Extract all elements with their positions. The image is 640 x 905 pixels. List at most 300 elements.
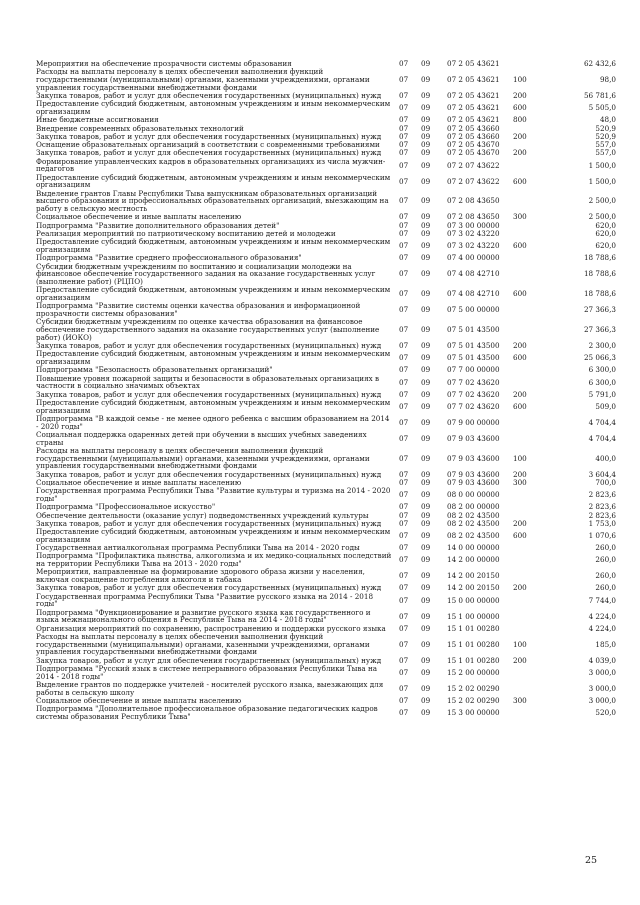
row-target-code: 07 4 08 42710 [447, 269, 500, 279]
row-subsection: 09 [421, 389, 431, 399]
row-expense-type: 200 [513, 131, 527, 141]
row-subsection: 09 [421, 401, 431, 411]
row-target-code: 07 4 08 42710 [447, 289, 500, 299]
row-expense-type [513, 158, 549, 174]
row-name: Повышение уровня пожарной защиты и безопасности в образовательных организациях в частности в социально значимых объектах [36, 373, 380, 391]
row-section: 07 [399, 502, 409, 512]
row-target-code: 07 5 01 43500 [447, 325, 500, 335]
budget-table-body [36, 60, 616, 721]
row-expense-type [513, 60, 549, 68]
row-expense-type [513, 568, 549, 584]
row-amount: 3 000,0 [588, 683, 616, 693]
table-row [36, 528, 616, 544]
row-expense-type [513, 552, 549, 568]
row-target-code: 15 2 02 00290 [447, 696, 500, 706]
row-target-code: 08 2 02 43500 [447, 510, 500, 520]
page-number: 25 [585, 855, 598, 866]
budget-document [36, 60, 616, 721]
row-amount: 520,0 [595, 708, 616, 718]
row-subsection: 09 [421, 365, 431, 375]
row-subsection: 09 [421, 453, 431, 463]
row-subsection: 09 [421, 417, 431, 427]
row-target-code: 07 7 02 43620 [447, 377, 500, 387]
row-subsection: 09 [421, 241, 431, 251]
row-name: Оснащение образовательных организаций в соответствии с современными требованиями [36, 140, 380, 150]
table-row [36, 705, 616, 721]
row-name: Расходы на выплаты персоналу в целях обеспечения выполнения функций государственными (муниципальными) органами, казенными учреждениями, органами управления государственными внебюджетными фондами [36, 632, 370, 657]
row-target-code: 07 3 02 43220 [447, 229, 500, 239]
row-expense-type [513, 665, 549, 681]
row-expense-type [513, 263, 549, 287]
row-target-code: 07 5 01 43500 [447, 341, 500, 351]
table-row [36, 431, 616, 447]
row-amount: 98,0 [599, 75, 616, 84]
row-target-code: 14 0 00 00000 [447, 543, 500, 553]
row-amount: 2 823,6 [588, 510, 616, 520]
row-name: Закупка товаров, работ и услуг для обеспечения государственных (муниципальных) нужд [36, 131, 382, 141]
row-expense-type [513, 593, 549, 609]
row-section: 07 [399, 683, 409, 693]
row-name: Организация мероприятий по сохранению, распространению и поддержки русского языка [36, 623, 386, 633]
row-target-code: 08 2 02 43500 [447, 518, 500, 528]
row-subsection: 09 [421, 667, 431, 677]
row-section: 07 [399, 103, 409, 113]
row-section: 07 [399, 510, 409, 520]
row-subsection: 09 [421, 253, 431, 263]
row-amount: 56 781,6 [583, 91, 616, 100]
row-name: Государственная программа Республики Тыва "Развитие культуры и туризма на 2014 - 2020 годы" [36, 486, 391, 503]
row-section: 07 [399, 571, 409, 581]
row-amount: 4 704,4 [588, 417, 616, 427]
row-amount: 62 432,6 [583, 59, 616, 68]
row-amount: 700,0 [595, 477, 616, 487]
row-subsection: 09 [421, 91, 431, 100]
row-expense-type [513, 366, 549, 374]
table-row [36, 238, 616, 254]
row-name: Государственная программа Республики Тыва "Развитие русского языка на 2014 - 2018 годы" [36, 591, 374, 609]
table-row [36, 447, 616, 471]
row-subsection: 09 [421, 639, 431, 649]
row-name: Подпрограмма "Профессиональное искусство" [36, 502, 216, 512]
row-section: 07 [399, 611, 409, 621]
row-target-code: 15 2 02 00290 [447, 683, 500, 693]
row-name: Расходы на выплаты персоналу в целях обеспечения выполнения функций государственными (муниципальными) органами, казенными учреждениями, органами управления государственными внебюджетными фондами [36, 67, 370, 92]
row-target-code: 07 2 05 43621 [447, 115, 500, 125]
row-name: Подпрограмма "Профилактика пьянства, алкоголизма и их медико-социальных последствий на территории Республики Тыва на 2013 - 2020 годы" [36, 551, 392, 569]
row-amount: 509,0 [595, 401, 616, 411]
row-subsection: 09 [421, 59, 431, 68]
row-target-code: 07 2 05 43660 [447, 123, 500, 133]
row-amount: 2 500,0 [588, 212, 616, 222]
row-expense-type [513, 302, 549, 318]
row-subsection: 09 [421, 196, 431, 206]
row-subsection: 09 [421, 583, 431, 593]
table-row [36, 552, 616, 568]
row-name: Расходы на выплаты персоналу в целях обеспечения выполнения функций государственными (муниципальными) органами, казенными учреждениями, органами управления государственными внебюджетными фондами [36, 445, 370, 471]
row-amount: 620,0 [595, 229, 616, 239]
row-name: Подпрограмма "Развитие среднего профессионального образования" [36, 253, 302, 263]
table-row [36, 399, 616, 415]
row-name: Иные бюджетные ассигнования [36, 115, 159, 125]
budget-table [36, 60, 616, 721]
row-subsection: 09 [421, 477, 431, 487]
row-target-code: 07 5 00 00000 [447, 305, 500, 315]
row-target-code: 07 2 05 43621 [447, 75, 500, 84]
row-expense-type [513, 222, 549, 230]
row-section: 07 [399, 220, 409, 230]
row-section: 07 [399, 490, 409, 500]
row-expense-type [513, 609, 549, 625]
row-amount: 6 300,0 [588, 365, 616, 375]
row-section: 07 [399, 595, 409, 605]
row-expense-type [513, 415, 549, 431]
row-amount: 260,0 [595, 555, 616, 565]
row-subsection: 09 [421, 229, 431, 239]
row-section: 07 [399, 453, 409, 463]
row-target-code: 14 2 00 00000 [447, 555, 500, 565]
row-subsection: 09 [421, 220, 431, 230]
row-subsection: 09 [421, 571, 431, 581]
row-name: Социальное обеспечение и иные выплаты населению [36, 212, 242, 222]
row-amount: 520,9 [595, 131, 616, 141]
row-section: 07 [399, 341, 409, 351]
row-expense-type: 300 [513, 696, 527, 706]
row-target-code: 07 9 03 43600 [447, 433, 500, 443]
row-amount: 18 788,6 [583, 253, 616, 263]
row-expense-type: 100 [513, 639, 527, 649]
row-name: Субсидии бюджетным учреждениям по оценке качества образования на финансовое обеспечение государственного задания на оказание государственных услуг (выполнение работ) (ИОКО) [36, 317, 380, 342]
row-expense-type [513, 375, 549, 391]
row-expense-type: 200 [513, 148, 527, 158]
row-expense-type: 200 [513, 389, 527, 399]
row-target-code: 07 4 00 00000 [447, 253, 500, 263]
row-name: Предоставление субсидий бюджетным, автономным учреждениям и иным некоммерческим организациям [36, 285, 391, 303]
row-amount: 27 366,3 [583, 325, 616, 335]
row-amount: 185,0 [595, 639, 616, 649]
row-subsection: 09 [421, 269, 431, 279]
row-amount: 7 744,0 [588, 595, 616, 605]
row-name: Подпрограмма "В каждой семье - не менее одного ребенка с высшим образованием на 2014 - 2020 годы" [36, 413, 390, 431]
row-name: Подпрограмма "Функционирование и развитие русского языка как государственного и языка межнационального общения в Республике Тыва на 2014 - 2018 годы" [36, 607, 371, 625]
row-target-code: 07 2 05 43621 [447, 103, 500, 113]
row-expense-type: 200 [513, 341, 527, 351]
row-subsection: 09 [421, 123, 431, 133]
row-subsection: 09 [421, 148, 431, 158]
row-amount: 557,0 [595, 140, 616, 150]
row-subsection: 09 [421, 502, 431, 512]
row-target-code: 07 3 02 43220 [447, 241, 500, 251]
row-expense-type [513, 681, 549, 697]
row-section: 07 [399, 417, 409, 427]
row-target-code: 08 2 02 43500 [447, 531, 500, 540]
row-amount: 2 823,6 [588, 502, 616, 512]
table-row [36, 302, 616, 318]
row-target-code: 15 0 00 00000 [447, 595, 500, 605]
row-name: Закупка товаров, работ и услуг для обеспечения государственных (муниципальных) нужд [36, 583, 382, 593]
row-name: Выделение грантов Главы Республики Тыва выпускникам образовательных организаций высшего образования и профессиональных образовательных организаций, выезжающим на работу в сельскую местность [36, 188, 389, 214]
row-name: Субсидии бюджетным учреждениям по воспитанию и социализации молодежи на финансовое обеспечение государственного задания на оказание государственных услуг (выполнение работ) (РЦПО) [36, 261, 376, 287]
table-row [36, 68, 616, 92]
row-subsection: 09 [421, 510, 431, 520]
row-target-code: 15 3 00 00000 [447, 708, 500, 718]
table-row [36, 665, 616, 681]
row-target-code: 07 2 05 43660 [447, 131, 500, 141]
row-name: Закупка товаров, работ и услуг для обеспечения государственных (муниципальных) нужд [36, 389, 382, 399]
table-row [36, 286, 616, 302]
row-target-code: 08 0 00 00000 [447, 490, 500, 500]
row-target-code: 07 7 02 43620 [447, 401, 500, 411]
row-subsection: 09 [421, 655, 431, 665]
row-expense-type [513, 625, 549, 633]
row-target-code: 14 2 00 20150 [447, 583, 500, 593]
row-section: 07 [399, 667, 409, 677]
row-amount: 25 066,3 [583, 353, 616, 363]
row-amount: 557,0 [595, 148, 616, 158]
row-amount: 260,0 [595, 583, 616, 593]
row-expense-type [513, 544, 549, 552]
row-subsection: 09 [421, 131, 431, 141]
row-name: Предоставление субсидий бюджетным, автономным учреждениям и иным некоммерческим организациям [36, 172, 391, 190]
row-section: 07 [399, 325, 409, 335]
table-row [36, 487, 616, 503]
row-amount: 5 505,0 [588, 103, 616, 113]
row-section: 07 [399, 655, 409, 665]
row-subsection: 09 [421, 531, 431, 540]
row-expense-type: 100 [513, 453, 527, 463]
table-row [36, 190, 616, 214]
row-subsection: 09 [421, 433, 431, 443]
row-name: Закупка товаров, работ и услуг для обеспечения государственных (муниципальных) нужд [36, 518, 382, 528]
row-name: Мероприятия, направленные на формирование здорового образа жизни у населения, включая сокращение потребления алкоголя и табака [36, 567, 365, 585]
row-section: 07 [399, 555, 409, 565]
row-name: Закупка товаров, работ и услуг для обеспечения государственных (муниципальных) нужд [36, 469, 382, 479]
row-expense-type: 200 [513, 518, 527, 528]
row-subsection: 09 [421, 377, 431, 387]
row-name: Подпрограмма "Безопасность образовательных организаций" [36, 365, 273, 375]
row-name: Внедрение современных образовательных технологий [36, 123, 244, 133]
row-target-code: 08 2 00 00000 [447, 502, 500, 512]
row-amount: 4 704,4 [588, 433, 616, 443]
row-target-code: 07 2 08 43650 [447, 196, 500, 206]
row-expense-type: 600 [513, 353, 527, 363]
row-name: Социальная поддержка одаренных детей при обучении в высших учебных заведениях страны [36, 429, 367, 447]
row-name: Подпрограмма "Русский язык в системе непрерывного образования Республики Тыва на 2014 - 2018 годы" [36, 664, 378, 681]
row-subsection: 09 [421, 595, 431, 605]
row-expense-type: 600 [513, 176, 527, 186]
table-row [36, 375, 616, 391]
table-row [36, 100, 616, 116]
row-subsection: 09 [421, 75, 431, 84]
row-target-code: 07 9 00 00000 [447, 417, 500, 427]
row-subsection: 09 [421, 555, 431, 565]
row-subsection: 09 [421, 353, 431, 363]
row-amount: 2 500,0 [588, 196, 616, 206]
row-target-code: 07 2 05 43670 [447, 140, 500, 150]
row-section: 07 [399, 140, 409, 150]
row-section: 07 [399, 212, 409, 222]
row-target-code: 07 2 05 43621 [447, 59, 500, 68]
row-subsection: 09 [421, 469, 431, 479]
row-section: 07 [399, 353, 409, 363]
row-target-code: 15 1 01 00280 [447, 623, 500, 633]
row-subsection: 09 [421, 543, 431, 553]
row-expense-type [513, 190, 549, 214]
row-expense-type [513, 431, 549, 447]
row-expense-type: 600 [513, 103, 527, 113]
row-name: Формирование управленческих кадров в образовательных организациях из числа мужчин-педагогов [36, 156, 386, 174]
row-name: Предоставление субсидий бюджетным, автономным учреждениям и иным некоммерческим организациям [36, 349, 391, 367]
row-expense-type: 200 [513, 469, 527, 479]
row-name: Подпрограмма "Развитие дополнительного образования детей" [36, 220, 280, 230]
row-subsection: 09 [421, 623, 431, 633]
row-target-code: 15 1 01 00280 [447, 655, 500, 665]
row-subsection: 09 [421, 289, 431, 299]
row-subsection: 09 [421, 490, 431, 500]
row-section: 07 [399, 75, 409, 84]
row-subsection: 09 [421, 683, 431, 693]
row-name: Мероприятия на обеспечение прозрачности системы образования [36, 59, 292, 68]
row-amount: 18 788,6 [583, 289, 616, 299]
row-amount: 18 788,6 [583, 269, 616, 279]
row-name: Подпрограмма "Дополнительное профессиональное образование педагогических кадров системы образования Республики Тыва" [36, 704, 378, 722]
row-section: 07 [399, 469, 409, 479]
row-target-code: 07 3 00 00000 [447, 220, 500, 230]
table-row [36, 263, 616, 287]
row-amount: 520,9 [595, 123, 616, 133]
row-section: 07 [399, 253, 409, 263]
row-subsection: 09 [421, 325, 431, 335]
row-target-code: 07 9 03 43600 [447, 477, 500, 487]
row-target-code: 07 5 01 43500 [447, 353, 500, 363]
row-name: Предоставление субсидий бюджетным, автономным учреждениям и иным некоммерческим организациям [36, 99, 391, 116]
row-expense-type: 200 [513, 583, 527, 593]
row-amount: 3 604,4 [588, 469, 616, 479]
row-expense-type [513, 705, 549, 721]
row-section: 07 [399, 305, 409, 315]
row-amount: 620,0 [595, 220, 616, 230]
row-amount: 260,0 [595, 543, 616, 553]
row-target-code: 15 1 00 00000 [447, 611, 500, 621]
row-section: 07 [399, 59, 409, 68]
row-subsection: 09 [421, 305, 431, 315]
row-section: 07 [399, 196, 409, 206]
row-target-code: 07 2 05 43621 [447, 91, 500, 100]
row-name: Предоставление субсидий бюджетным, автономным учреждениям и иным некоммерческим организациям [36, 237, 391, 255]
row-section: 07 [399, 131, 409, 141]
row-section: 07 [399, 241, 409, 251]
row-expense-type: 600 [513, 401, 527, 411]
row-section: 07 [399, 401, 409, 411]
row-section: 07 [399, 269, 409, 279]
row-amount: 2 823,6 [588, 490, 616, 500]
row-expense-type [513, 487, 549, 503]
row-amount: 27 366,3 [583, 305, 616, 315]
row-amount: 4 224,0 [588, 611, 616, 621]
table-row [36, 350, 616, 366]
row-subsection: 09 [421, 140, 431, 150]
row-section: 07 [399, 708, 409, 718]
row-name: Предоставление субсидий бюджетным, автономным учреждениям и иным некоммерческим организациям [36, 397, 391, 415]
table-row [36, 158, 616, 174]
row-expense-type [513, 503, 549, 511]
row-expense-type: 600 [513, 241, 527, 251]
row-name: Подпрограмма "Развитие системы оценки качества образования и информационной прозрачности системы образования" [36, 301, 361, 319]
row-amount: 1 753,0 [588, 518, 616, 528]
row-amount: 3 000,0 [588, 696, 616, 706]
row-section: 07 [399, 531, 409, 540]
row-amount: 620,0 [595, 241, 616, 251]
row-amount: 4 039,0 [588, 655, 616, 665]
row-amount: 5 791,0 [588, 389, 616, 399]
row-name: Закупка товаров, работ и услуг для обеспечения государственных (муниципальных) нужд [36, 91, 382, 100]
row-target-code: 07 2 07 43622 [447, 176, 500, 186]
row-amount: 1 500,0 [588, 160, 616, 170]
table-row [36, 415, 616, 431]
row-target-code: 07 2 05 43670 [447, 148, 500, 158]
table-row [36, 174, 616, 190]
row-section: 07 [399, 696, 409, 706]
row-expense-type: 200 [513, 655, 527, 665]
row-name: Обеспечение деятельности (оказание услуг) подведомственных учреждений культуры [36, 510, 369, 520]
row-section: 07 [399, 477, 409, 487]
row-amount: 1 070,6 [588, 531, 616, 540]
row-section: 07 [399, 583, 409, 593]
row-target-code: 15 2 00 00000 [447, 667, 500, 677]
row-target-code: 07 9 03 43600 [447, 469, 500, 479]
table-row [36, 609, 616, 625]
row-amount: 6 300,0 [588, 377, 616, 387]
table-row [36, 318, 616, 342]
row-amount: 48,0 [599, 115, 616, 125]
row-section: 07 [399, 148, 409, 158]
row-name: Закупка товаров, работ и услуг для обеспечения государственных (муниципальных) нужд [36, 655, 382, 665]
row-subsection: 09 [421, 115, 431, 125]
row-amount: 2 300,0 [588, 341, 616, 351]
row-expense-type [513, 318, 549, 342]
row-amount: 260,0 [595, 571, 616, 581]
row-section: 07 [399, 639, 409, 649]
row-expense-type: 600 [513, 289, 527, 299]
row-amount: 400,0 [595, 453, 616, 463]
row-expense-type: 200 [513, 91, 527, 100]
row-section: 07 [399, 229, 409, 239]
row-name: Реализация мероприятий по патриотическому воспитанию детей и молодежи [36, 229, 336, 239]
row-section: 07 [399, 377, 409, 387]
row-expense-type: 100 [513, 75, 527, 84]
row-subsection: 09 [421, 708, 431, 718]
row-name: Государственная антиалкогольная программа Республики Тыва на 2014 - 2020 годы [36, 543, 360, 553]
row-section: 07 [399, 433, 409, 443]
row-section: 07 [399, 115, 409, 125]
row-section: 07 [399, 160, 409, 170]
row-section: 07 [399, 518, 409, 528]
row-amount: 4 224,0 [588, 623, 616, 633]
row-name: Предоставление субсидий бюджетным, автономным учреждениям и иным некоммерческим организациям [36, 527, 391, 544]
row-section: 07 [399, 123, 409, 133]
table-row [36, 568, 616, 584]
row-subsection: 09 [421, 341, 431, 351]
table-row [36, 593, 616, 609]
row-target-code: 07 2 07 43622 [447, 160, 500, 170]
row-section: 07 [399, 543, 409, 553]
row-name: Закупка товаров, работ и услуг для обеспечения государственных (муниципальных) нужд [36, 148, 382, 158]
row-target-code: 14 2 00 20150 [447, 571, 500, 581]
table-row [36, 633, 616, 657]
row-expense-type [513, 254, 549, 262]
row-expense-type: 800 [513, 115, 527, 125]
row-expense-type [513, 230, 549, 238]
row-subsection: 09 [421, 160, 431, 170]
